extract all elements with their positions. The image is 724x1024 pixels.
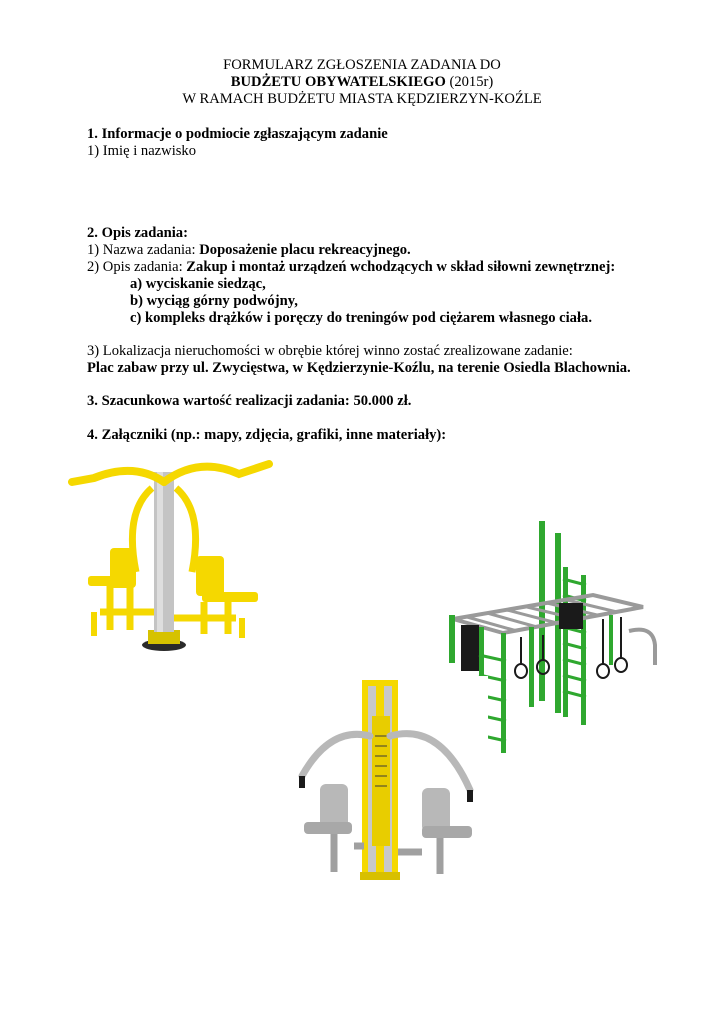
header-line-2-rest: (2015r) [445, 74, 494, 90]
section-4-heading [87, 427, 446, 444]
section-3-heading-text: 3. Szacunkowa wartość realizacji zadania: 50.000 zł. [87, 393, 412, 409]
location-value-line [87, 360, 631, 377]
grey-lat-pulldown-image [290, 676, 488, 882]
task-name-value: Doposażenie placu rekreacyjnego. [199, 242, 411, 258]
task-name-line [87, 242, 411, 259]
list-item-c-text: c) kompleks drążków i poręczy do treningów pod ciężarem własnego ciała. [130, 310, 592, 326]
list-item-a-text: a) wyciskanie siedząc, [130, 276, 266, 292]
list-item-b-text: b) wyciąg górny podwójny, [130, 293, 298, 309]
task-description-label: 2) Opis zadania: [87, 259, 187, 275]
task-description-value: Zakup i montaż urządzeń wchodzących w skład siłowni zewnętrznej: [186, 259, 616, 275]
form-header [0, 57, 724, 108]
list-item-a [130, 276, 266, 293]
yellow-seated-press-image [64, 452, 280, 662]
section-1-heading [87, 126, 388, 143]
header-line-1: FORMULARZ ZGŁOSZENIA ZADANIA DO [223, 57, 501, 73]
location-value: Plac zabaw przy ul. Zwycięstwa, w Kędzierzynie-Koźlu, na terenie Osiedla Blachownia. [87, 360, 631, 376]
task-name-label: 1) Nazwa zadania: [87, 242, 200, 258]
list-item-b [130, 293, 298, 310]
header-line-2-bold: BUDŻETU OBYWATELSKIEGO [230, 74, 446, 90]
section-1-item-1: 1) Imię i nazwisko [87, 143, 197, 159]
header-line-2 [0, 74, 724, 91]
section-2-heading-text: 2. Opis zadania: [87, 225, 188, 241]
task-description-line [87, 259, 615, 276]
header-line-3: W RAMACH BUDŻETU MIASTA KĘDZIERZYN-KOŹLE [182, 91, 542, 107]
section-3-heading [87, 393, 411, 410]
list-item-c [130, 310, 592, 327]
section-2-heading [87, 225, 188, 242]
location-label: 3) Lokalizacja nieruchomości w obrębie której winno zostać zrealizowane zadanie: [87, 343, 573, 359]
section-4-heading-text: 4. Załączniki (np.: mapy, zdjęcia, grafiki, inne materiały): [87, 427, 447, 443]
section-1-heading-text: 1. Informacje o podmiocie zgłaszającym zadanie [87, 126, 388, 142]
